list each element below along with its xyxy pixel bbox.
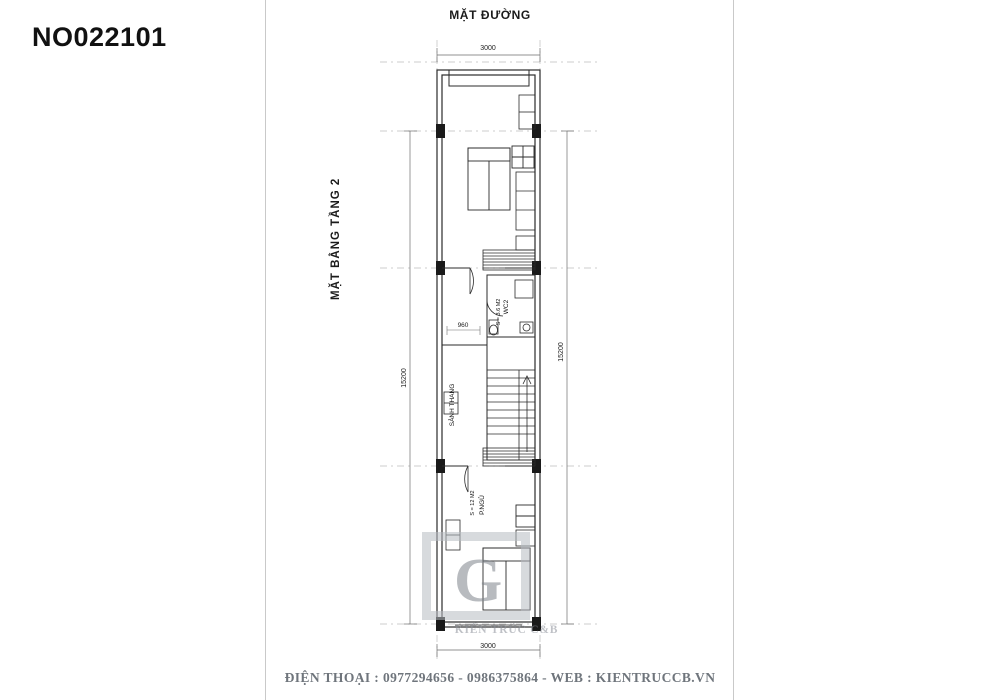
room-area-bedroom: S = 12 M2 [470,490,476,516]
stair-upper [483,250,535,270]
footer-contact: ĐIỆN THOẠI : 0977294656 - 0986375864 - WEB : KIENTRUCCB.VN [284,670,716,685]
stair-lower [483,448,535,466]
dimension-left-label: 15200 [401,368,408,388]
balcony-top [449,70,529,86]
dimension-top-label: 3000 [480,45,496,52]
wardrobe-top [516,172,535,230]
room-label-stair-hall: SẢNH THANG [449,383,456,427]
desk-top [519,95,535,129]
stair-hall [487,370,535,460]
bed-bottom [483,505,535,610]
plan-caption: MẶT BẰNG TẦNG 2 [330,177,342,300]
outer-walls [437,70,540,627]
top-caption-text: MẶT ĐƯỜNG [449,8,531,22]
dimension-right [561,131,574,624]
watermark-letter: G [454,547,503,615]
columns [436,124,541,631]
room-area-wc2: S = 3.6 M2 [496,298,502,326]
dimension-right-label: 15200 [558,342,565,362]
door-swing-bedroom-bottom [465,466,468,492]
page-title: NO022101 [32,22,167,52]
bed-top [468,146,534,210]
room-label-wc2: WC2 [503,299,510,315]
wardrobe-bottom [516,530,535,546]
door-swing-bedroom-top [470,268,473,294]
desk-bottom [446,520,460,550]
dimension-bottom-label: 3000 [480,643,496,650]
side-table-top [516,236,535,250]
dimension-interior-label: 960 [457,322,469,329]
watermark-text: KIẾN TRÚC C&B [454,624,559,636]
room-label-bedroom: P.NGỦ [479,495,486,515]
